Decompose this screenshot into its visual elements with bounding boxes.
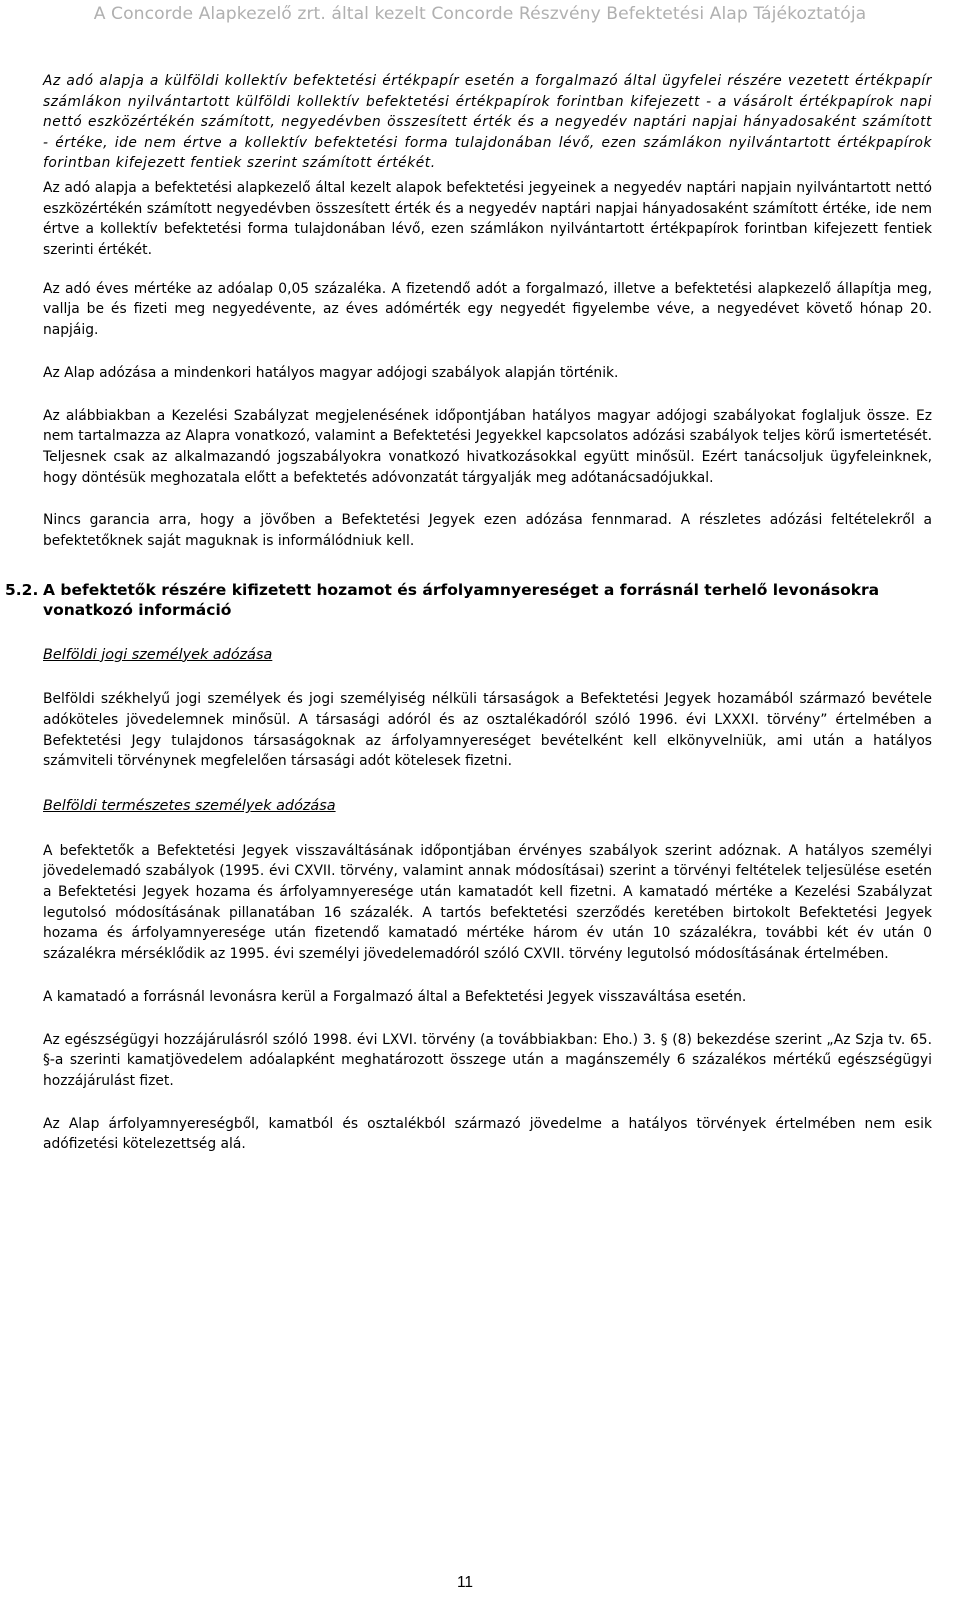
paragraph-natural-persons-tax: A befektetők a Befektetési Jegyek visszaváltásának időpontjában érvényes szabályok szerint adóznak. A hatályos személyi jövedelemadó szabályok (1995. évi CXVII. törvény, valamint annak módosításai) szerint a törvényi feltételek teljesülése esetén a Befektetési Jegyek hozama és árfolyamnyeresége után kamatadót kell fizetni. A kamatadó mértéke a Kezelési Szabályzat legutolsó módosításának pillanatában 16 százalék. A tartós befektetési szerződés keretében birtokolt Befektetési Jegyek hozama és árfolyamnyeresége után fizetendő kamatadó mértéke három év után 10 százalékra, további két év után 0 százalékra mérséklődik az 1995. évi személyi jövedelemadóról szóló CXVII. törvény legutolsó módosításának értelmében. [43,842,932,963]
section-heading [5,580,932,621]
subheading-natural-persons [43,796,932,817]
paragraph-no-guarantee: Nincs garancia arra, hogy a jövőben a Befektetési Jegyek ezen adózása fennmarad. A részletes adózási feltételekről a befektetőknek saját maguknak is informálódniuk kell. [43,512,932,550]
section-title: A befektetők részére kifizetett hozamot és árfolyamnyereséget a forrásnál terhelő levonásokra vonatkozó információ [43,580,880,620]
paragraph-health-contribution: Az egészségügyi hozzájárulásról szóló 1998. évi LXVI. törvény (a továbbiakban: Eho.) 3. § (8) bekezdése szerint „Az Szja tv. 65. §-a szerinti kamatjövedelem adóalapként meghatározott összege után a magánszemély 6 százalékos mértékű egészségügyi hozzájárulást fizet. [43,1031,932,1089]
subheading-legal-persons [43,645,932,666]
paragraph-interest-tax-deduction: A kamatadó a forrásnál levonásra kerül a Forgalmazó által a Befektetési Jegyek visszaváltása esetén. [43,988,747,1005]
paragraph-annual-tax-rate: Az adó éves mértéke az adóalap 0,05 százaléka. A fizetendő adót a forgalmazó, illetve a befektetési alapkezelő állapítja meg, vallja be és fizeti meg negyedévente, az éves adómérték egy negyedét figyelembe véve, a negyedévet követő hónap 20. napjáig. [43,280,932,339]
subheading-legal-persons-text: Belföldi jogi személyek adózása [43,646,273,663]
document-header: A Concorde Alapkezelő zrt. által kezelt Concorde Részvény Befektetési Alap Tájékoztatója [93,4,867,24]
paragraph-fund-manager-tax-base: Az adó alapja a befektetési alapkezelő által kezelt alapok befektetési jegyeinek a negyedév naptári napjain nyilvántartott nettó eszközértékén számított negyedévben összesített érték és a negyedév naptári napjai hányadosaként számított értéke, ide nem értve a kollektív befektetési forma tulajdonában lévő, ezen számlákon nyilvántartott értékpapírok forintban kifejezett fentiek szerinti értékét. [43,179,932,259]
paragraph-tax-summary: Az alábbiakban a Kezelési Szabályzat megjelenésének időpontjában hatályos magyar adójogi szabályokat foglaljuk össze. Ez nem tartalmazza az Alapra vonatkozó, valamint a Befektetési Jegyekkel kapcsolatos adózási szabályok teljes körű ismertetését. Teljesnek csak az alkalmazandó jogszabályokra vonatkozó hivatkozásokkal együtt minősül. Ezért tanácsoljuk ügyfeleinknek, hogy döntésük meghozatala előtt a befektetés adóvonzatát tárgyalják meg adótanácsadójukkal. [43,407,932,486]
paragraph-fund-income-exemption: Az Alap árfolyamnyereségből, kamatból és osztalékból származó jövedelme a hatályos törvények értelmében nem esik adófizetési kötelezettség alá. [43,1115,932,1153]
section-number: 5.2. [5,580,39,599]
paragraph-legal-persons-tax: Belföldi székhelyű jogi személyek és jogi személyiség nélküli társaságok a Befektetési Jegyek hozamából származó bevétele adóköteles jövedelemnek minősül. A társasági adóról és az osztalékadóról szóló 1996. évi LXXXI. törvény” értelmében a Befektetési Jegy tulajdonos társaságoknak az árfolyamnyereséget bevételként kell elkönyvelniük, ami után a hatályos számviteli törvénynek megfelelően társasági adót kötelesek fizetni. [43,691,932,770]
document-body [5,71,932,1155]
paragraph-fund-taxation: Az Alap adózása a mindenkori hatályos magyar adójogi szabályok alapján történik. [43,364,619,381]
paragraph-foreign-fund-tax-base: Az adó alapja a külföldi kollektív befektetési értékpapír esetén a forgalmazó által ügyfelei részére vezetett értékpapír számlákon nyilvántartott külföldi kollektív befektetési értékpapírok forintban kifejezett - a vásárolt értékpapírok napi nettó eszközértékén számított, negyedévben összesített érték és a negyedév naptári napjai hányadosaként számított - értéke, ide nem értve a kollektív befektetési forma tulajdonában lévő, ezen számlákon nyilvántartott értékpapírok forintban kifejezett fentiek szerint számított értékét. [43,73,932,172]
subheading-natural-persons-text: Belföldi természetes személyek adózása [43,798,336,815]
page-number: 11 [456,1574,474,1591]
